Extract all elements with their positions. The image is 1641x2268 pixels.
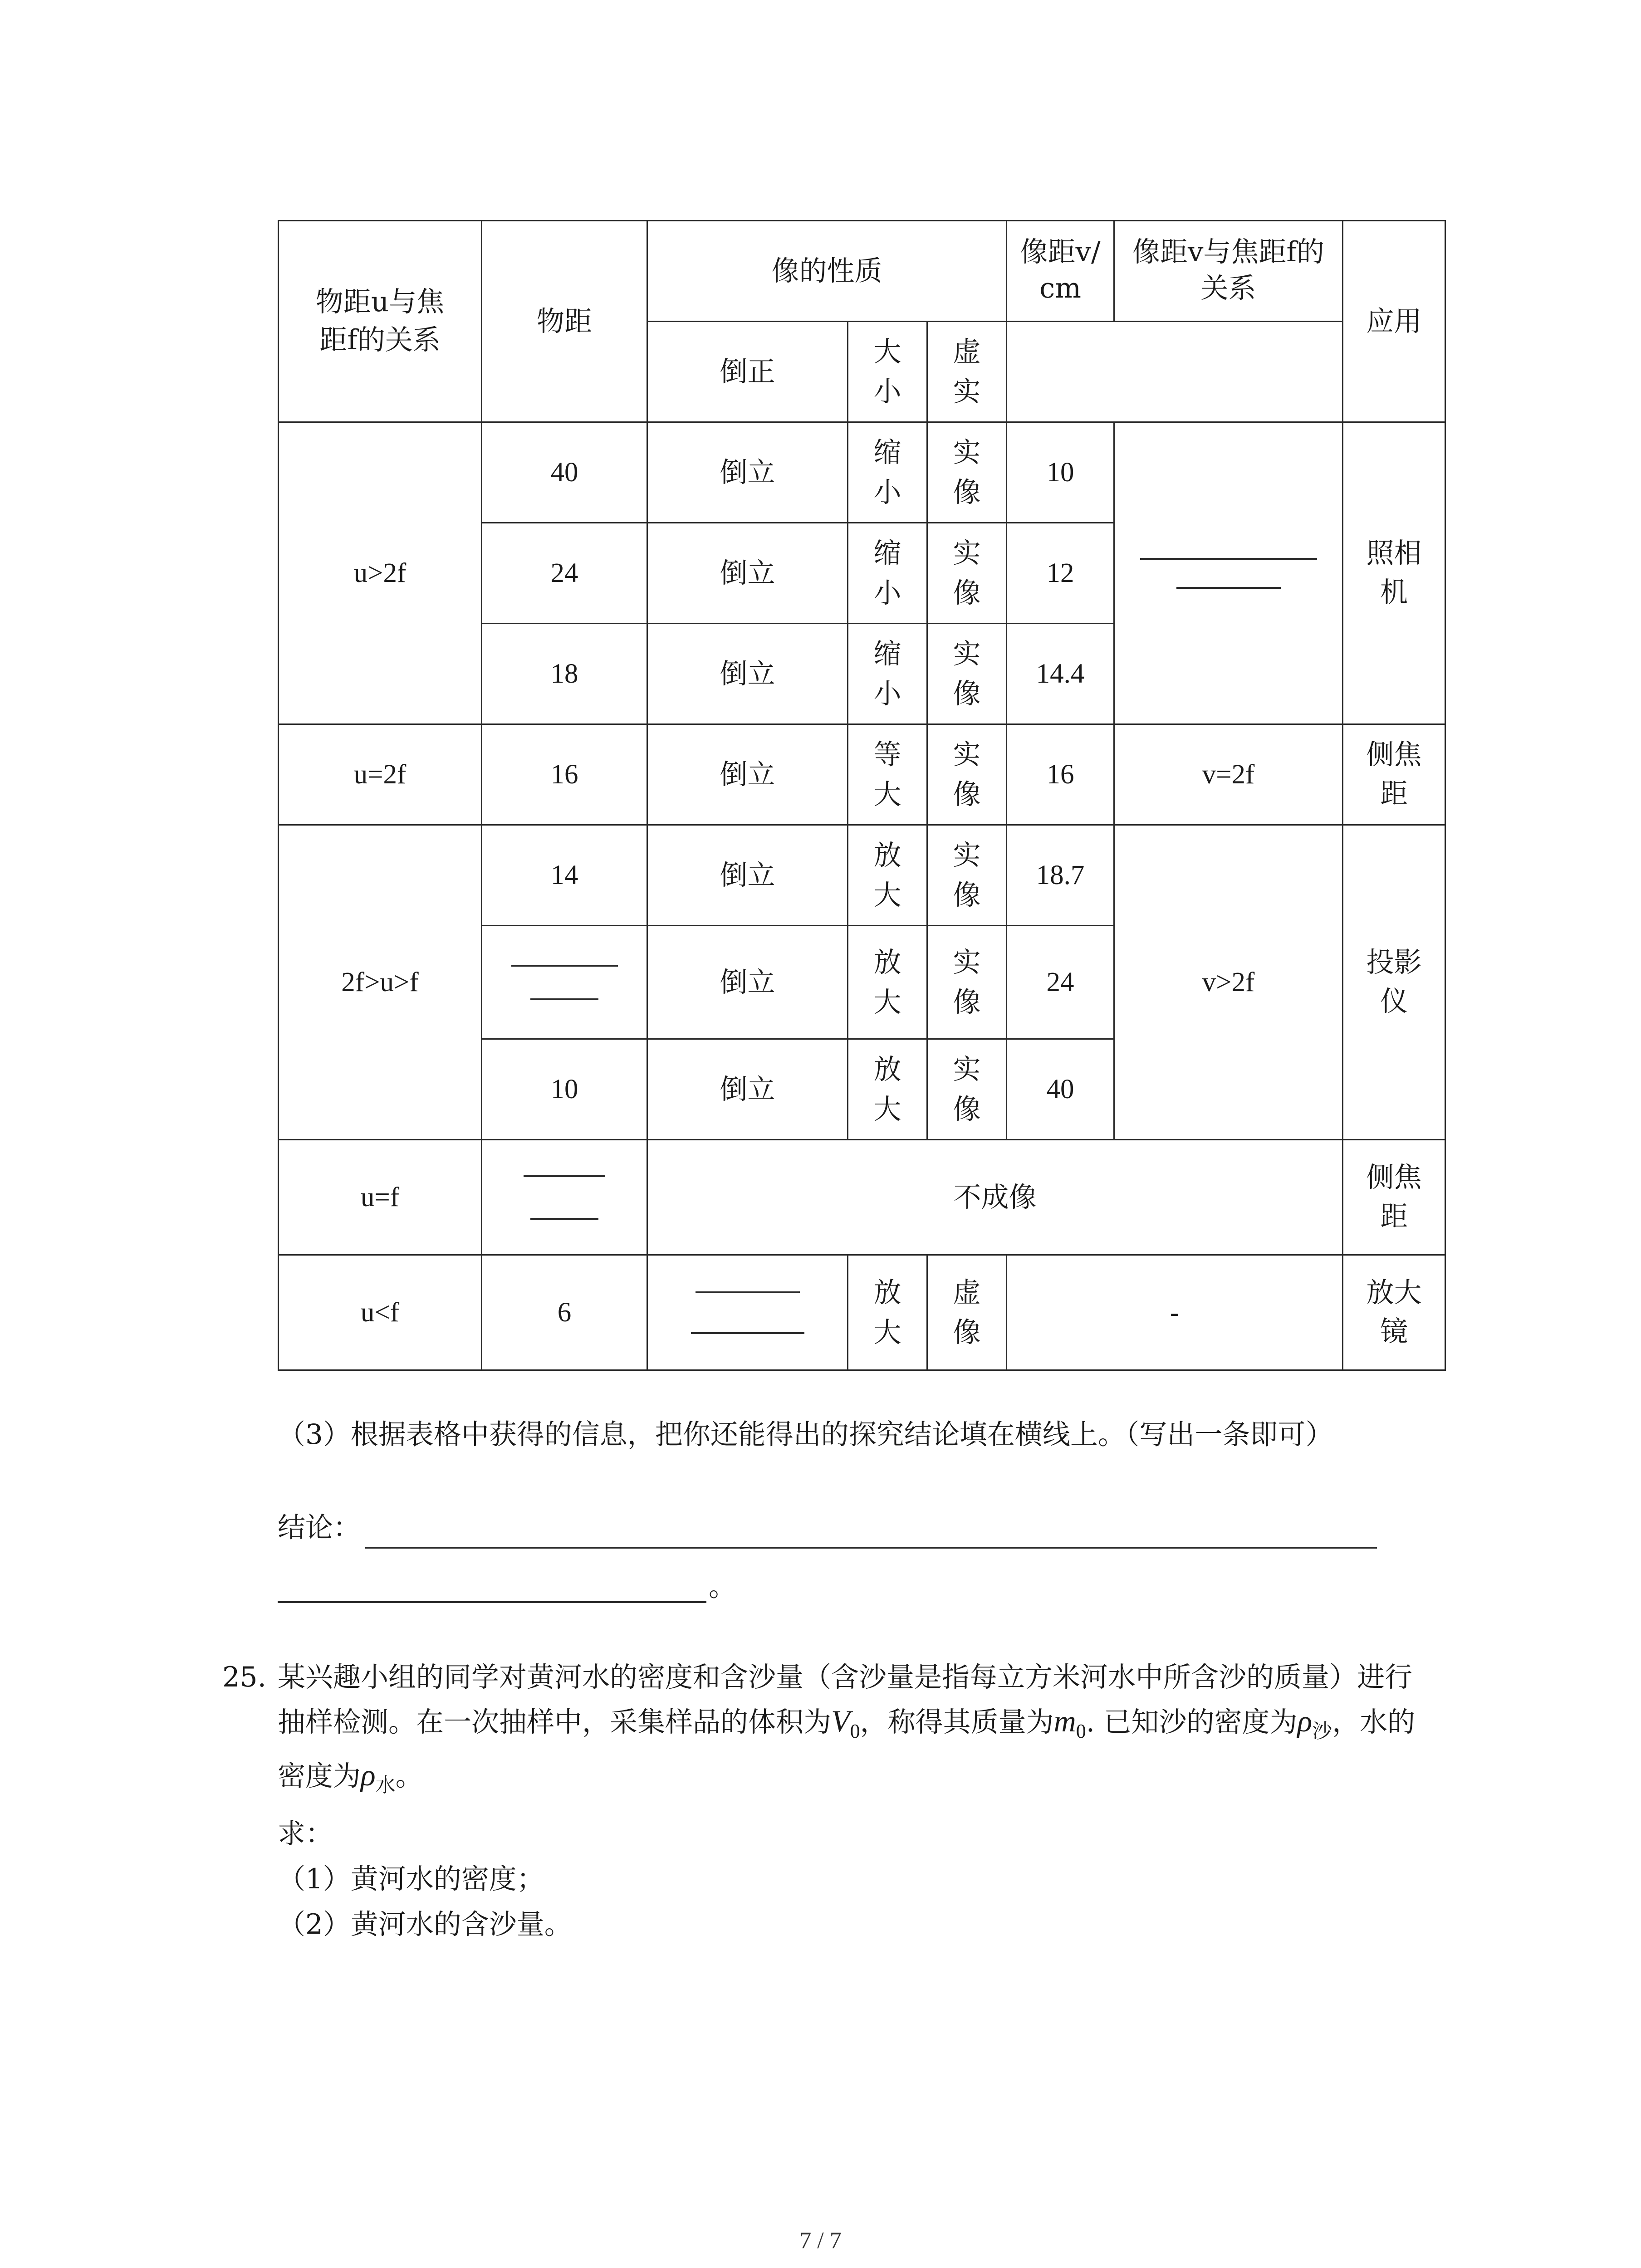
object-distance-cell: 16 [482,724,647,825]
fill-blank-line [1140,558,1317,560]
relation-blank-cell [1114,422,1343,724]
q25-sub-question-1: （1）黄河水的密度； [278,1863,544,1895]
size-cell: 缩小 [848,624,927,724]
image-distance-cell: 16 [1007,724,1114,825]
condition-2f-gt-u-gt-f: 2f>u>f [279,825,482,1140]
q25-sub-question-2: （2）黄河水的含沙量。 [278,1908,572,1941]
header-application: 应用 [1343,221,1445,422]
type-cell: 实像 [927,1039,1007,1140]
image-distance-cell: 18.7 [1007,825,1114,926]
size-cell: 等大 [848,724,927,825]
application-cell: 照相机 [1343,422,1445,724]
header-image-nature: 像的性质 [647,221,1007,322]
relation-cell: - [1007,1255,1343,1370]
fill-blank-line [524,1175,605,1177]
orientation-cell: 倒立 [647,724,848,825]
condition-u-eq-2f: u=2f [279,724,482,825]
type-cell: 实像 [927,926,1007,1039]
header-orientation: 倒正 [647,322,848,422]
image-distance-cell: 10 [1007,422,1114,523]
object-distance-cell: 18 [482,624,647,724]
orientation-cell: 倒立 [647,926,848,1039]
object-distance-cell: 24 [482,523,647,624]
header-relation-vf: 像距v与焦距f的关系 [1114,221,1343,322]
conclusion-end-mark: 。 [709,1570,737,1603]
size-cell: 放大 [848,926,927,1039]
relation-cell: v=2f [1114,724,1343,825]
type-cell: 实像 [927,422,1007,523]
image-distance-cell: 40 [1007,1039,1114,1140]
page-number: 7 / 7 [799,2228,842,2253]
lens-experiment-table [278,220,1446,1371]
condition-u-gt-2f: u>2f [279,422,482,724]
fill-blank-line [530,1218,598,1220]
type-cell: 虚像 [927,1255,1007,1370]
object-distance-blank-cell [482,1140,647,1255]
type-cell: 实像 [927,624,1007,724]
image-distance-cell: 12 [1007,523,1114,624]
header-relation-uf: 物距u与焦距f的关系 [279,221,482,422]
orientation-cell: 倒立 [647,825,848,926]
header-size: 大小 [848,322,927,422]
conclusion-label: 结论： [278,1511,361,1544]
conclusion-answer-line-1[interactable] [365,1547,1377,1549]
condition-u-lt-f: u<f [279,1255,482,1370]
type-cell: 实像 [927,825,1007,926]
header-real-virtual: 虚实 [927,322,1007,422]
orientation-cell: 倒立 [647,422,848,523]
application-cell: 投影仪 [1343,825,1445,1140]
application-cell: 侧焦距 [1343,724,1445,825]
fill-blank-line [696,1291,800,1293]
application-cell: 放大镜 [1343,1255,1445,1370]
size-cell: 放大 [848,825,927,926]
fill-blank-line [691,1332,804,1334]
type-cell: 实像 [927,724,1007,825]
q25-ask: 求： [278,1818,333,1850]
size-cell: 缩小 [848,422,927,523]
header-empty-cell [1007,322,1343,422]
relation-cell: v>2f [1114,825,1343,1140]
condition-u-eq-f: u=f [279,1140,482,1255]
fill-blank-line [1176,587,1281,589]
object-distance-cell: 14 [482,825,647,926]
fill-blank-line [530,998,598,1000]
q25-number: 25. [222,1661,267,1693]
object-distance-cell: 6 [482,1255,647,1370]
size-cell: 放大 [848,1039,927,1140]
image-distance-cell: 24 [1007,926,1114,1039]
size-cell: 缩小 [848,523,927,624]
orientation-blank-cell [647,1255,848,1370]
q25-stem: 某兴趣小组的同学对黄河水的密度和含沙量（含沙量是指每立方米河水中所含沙的质量）进行抽样检测。在一次抽样中，采集样品的体积为$V_0$，称得其质量为$m_0$. 已知沙的密度为$\rho_沙$，水的密度为$\rho_水$。 [278,1661,1416,1797]
fill-blank-line [511,965,618,967]
conclusion-answer-line-2[interactable] [278,1601,706,1603]
object-distance-cell: 40 [482,422,647,523]
orientation-cell: 倒立 [647,1039,848,1140]
object-distance-cell: 10 [482,1039,647,1140]
q3-prompt: （3）根据表格中获得的信息，把你还能得出的探究结论填在横线上。（写出一条即可） [278,1418,1333,1451]
orientation-cell: 倒立 [647,523,848,624]
header-image-distance: 像距v/cm [1007,221,1114,322]
header-object-distance: 物距 [482,221,647,422]
no-image-cell: 不成像 [647,1140,1343,1255]
orientation-cell: 倒立 [647,624,848,724]
object-distance-blank-cell [482,926,647,1039]
image-distance-cell: 14.4 [1007,624,1114,724]
application-cell: 侧焦距 [1343,1140,1445,1255]
type-cell: 实像 [927,523,1007,624]
size-cell: 放大 [848,1255,927,1370]
